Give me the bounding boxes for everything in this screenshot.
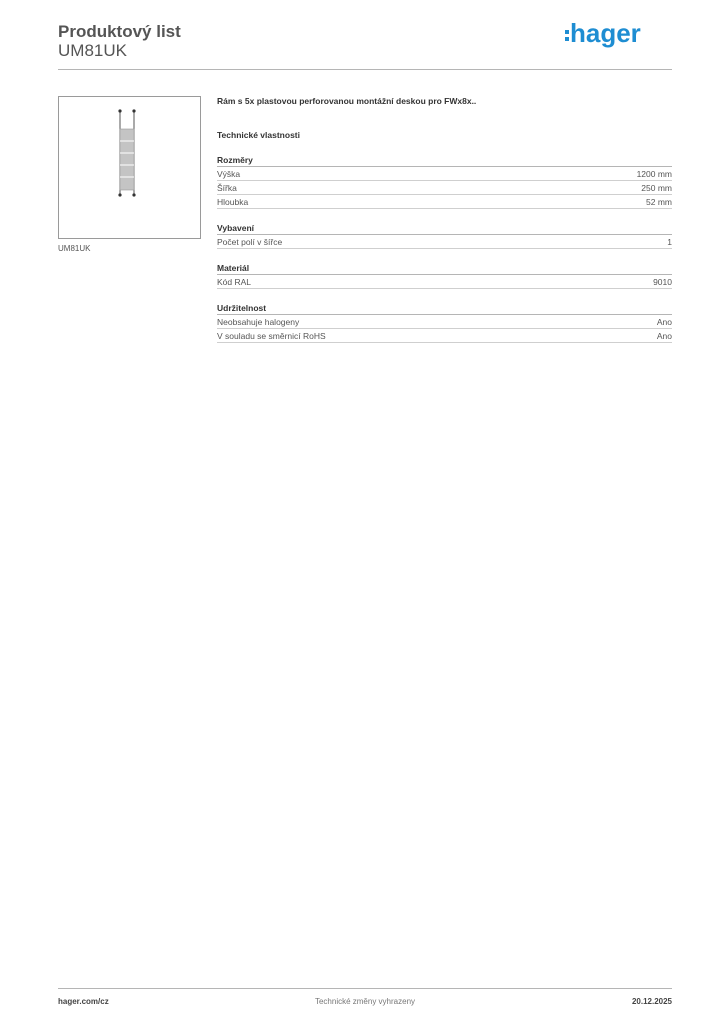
spec-value: 52 mm (646, 197, 672, 207)
spec-row (217, 235, 672, 249)
section-title: Rozměry (217, 154, 672, 167)
spec-label: Výška (217, 169, 241, 179)
section-title: Udržitelnost (217, 302, 672, 315)
hager-logo (564, 18, 654, 50)
footer-notice: Technické změny vyhrazeny (314, 997, 416, 1006)
page-footer (58, 997, 672, 1009)
footer-date: 20.12.2025 (631, 997, 672, 1006)
spec-value: 1200 mm (636, 169, 672, 179)
footer-website-link[interactable]: hager.com/cz (58, 997, 109, 1006)
section-material (217, 262, 672, 289)
spec-value: Ano (656, 317, 672, 327)
spec-row (217, 195, 672, 209)
spec-row (217, 329, 672, 343)
spec-label: Počet polí v šířce (217, 237, 283, 247)
page-title: Produktový list (58, 22, 181, 41)
footer-divider (58, 988, 672, 989)
spec-row (217, 167, 672, 181)
spec-label: V souladu se směrnicí RoHS (217, 331, 326, 341)
product-image-caption: UM81UK (58, 244, 91, 253)
spec-value: 1 (667, 237, 672, 247)
product-description: Rám s 5x plastovou perforovanou montážní deskou pro FWx8x.. (217, 96, 477, 106)
spec-row (217, 275, 672, 289)
spec-label: Kód RAL (217, 277, 252, 287)
section-sustainability (217, 302, 672, 343)
spec-value: 250 mm (641, 183, 672, 193)
spec-row (217, 181, 672, 195)
spec-label: Hloubka (217, 197, 249, 207)
section-title: Materiál (217, 262, 672, 275)
spec-label: Neobsahuje halogeny (217, 317, 300, 327)
header-divider (58, 69, 672, 70)
tech-properties-heading: Technické vlastnosti (217, 130, 300, 140)
spec-label: Šířka (217, 183, 237, 193)
product-details (217, 96, 672, 343)
spec-value: Ano (656, 331, 672, 341)
page-header (58, 20, 672, 70)
product-code: UM81UK (58, 41, 127, 60)
product-image-frame (58, 96, 201, 239)
logo-text: hager (570, 18, 641, 48)
spec-row (217, 315, 672, 329)
spec-value: 9010 (653, 277, 672, 287)
product-image (59, 97, 200, 238)
section-equipment (217, 222, 672, 249)
section-title: Vybavení (217, 222, 672, 235)
section-dimensions (217, 154, 672, 209)
